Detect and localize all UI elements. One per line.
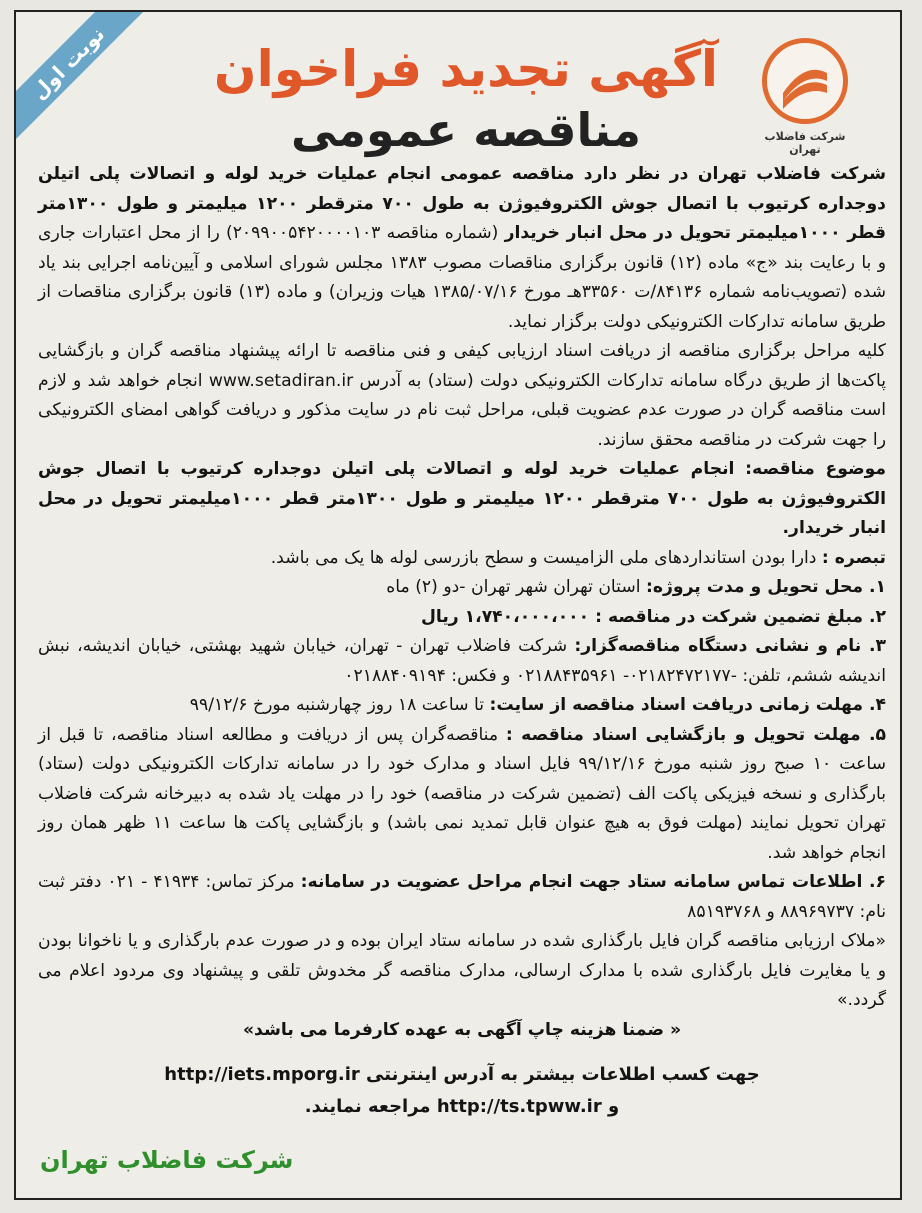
item-text: مناقصه‌گران پس از دریافت و مطالعه اسناد مناقصه، تا قبل از ساعت ۱۰ صبح روز شنبه مورخ ۹۹/۱۲/۱۶ فایل اسناد و مدارک خود را در سامانه تدارکات الکترونیکی دولت (ستاد) بارگذاری و نسخه فیزیکی پاکت الف (تضمین شرکت در مناقصه) خود را در مهلت یاد شده به دبیرخانه شرکت فاضلاب تهران تحویل نمایند (مهلت فوق به هیچ عنوان قابل تمدید نمی باشد) و بازگشایی پاکت ها ساعت ۱۱ ظهر همان روز انجام خواهد شد. bbox=[38, 724, 886, 863]
item-label: ۴. مهلت زمانی دریافت اسناد مناقصه از سایت: bbox=[489, 695, 886, 715]
item-label: ۱. محل تحویل و مدت پروژه: bbox=[646, 577, 886, 597]
item-text: مرکز تماس: ۴۱۹۳۴ - ۰۲۱ دفتر ثبت نام: ۸۸۹۶۹۷۳۷ و ۸۵۱۹۳۷۶۸ bbox=[38, 872, 886, 922]
subject-paragraph bbox=[38, 455, 886, 544]
note-text: دارا بودن استانداردهای ملی الزامیست و سطح بازرسی لوله ها یک می باشد. bbox=[270, 547, 822, 568]
item-text: ۱،۷۴۰،۰۰۰،۰۰۰ ریال bbox=[420, 606, 596, 627]
intro-rest: (شماره مناقصه ۲۰۹۹۰۰۵۴۲۰۰۰۰۱۰۳) را از محل اعتبارات جاری و با رعایت بند «ج» ماده (۱۲) قانون برگزاری مناقصات مصوب ۱۳۸۳ مجلس شورای اسلامی و آیین‌نامه اجرایی بند یاد شده (تصویب‌نامه شماره ۸۴۱۳۶/ت ۳۳۵۶۰هـ مورخ ۱۳۸۵/۰۷/۱۶ هیات وزیران) و ماده (۱۳) قانون برگزاری مناقصات از طریق سامانه تدارکات الکترونیکی دولت برگزار نماید. bbox=[38, 223, 887, 332]
item-text: تا ساعت ۱۸ روز چهارشنبه مورخ ۹۹/۱۲/۶ bbox=[189, 695, 490, 715]
intro-paragraph bbox=[38, 160, 886, 337]
logo-caption: شرکت فاضلاب تهران bbox=[764, 130, 846, 156]
item-3 bbox=[38, 632, 886, 691]
item-label: ۶. اطلاعات تماس سامانه ستاد جهت انجام مراحل عضویت در سامانه: bbox=[300, 872, 886, 892]
note-label: تبصره : bbox=[821, 547, 886, 568]
corner-ribbon bbox=[16, 12, 146, 142]
item-label: ۳. نام و نشانی دستگاه مناقصه‌گزار: bbox=[574, 636, 887, 656]
subject-label: موضوع مناقصه: bbox=[745, 459, 887, 479]
intro-bold: شرکت فاضلاب تهران در نظر دارد مناقصه عمومی انجام عملیات خرید لوله و اتصالات پلی اتیلن دوجداره کرتیوب با اتصال جوش الکتروفیوژن به طول ۷۰۰ مترقطر ۱۲۰۰ میلیمتر و طول ۱۳۰۰متر قطر ۱۰۰۰میلیمتر تحویل در محل انبار خریدار bbox=[38, 164, 886, 243]
item-2 bbox=[38, 603, 886, 633]
logo-icon bbox=[762, 38, 848, 124]
item-label: ۲. مبلغ تضمین شرکت در مناقصه : bbox=[595, 606, 886, 627]
process-paragraph: کلیه مراحل برگزاری مناقصه از دریافت اسناد ارزیابی کیفی و فنی مناقصه تا ارائه پیشنهاد مناقصه گران و بازگشایی پاکت‌ها از طریق درگاه سامانه تدارکات الکترونیکی دولت (ستاد) به آدرس www.setadiran.ir انجام خواهد شد و لازم است مناقصه گران در صورت عدم عضویت قبلی، مراحل ثبت نام در سایت مذکور و دریافت گواهی امضای الکترونیکی را جهت شرکت در مناقصه محقق سازند. bbox=[38, 341, 886, 450]
ribbon-label: نوبت اول bbox=[16, 12, 146, 142]
item-label: ۵. مهلت تحویل و بازگشایی اسناد مناقصه : bbox=[505, 724, 886, 745]
info-line-2: و http://ts.tpww.ir مراجعه نمایند. bbox=[304, 1096, 620, 1117]
note-paragraph bbox=[38, 544, 886, 574]
headline: آگهی تجدید فراخوان bbox=[213, 40, 719, 98]
subheadline: مناقصه عمومی bbox=[290, 103, 641, 157]
item-4 bbox=[38, 691, 886, 721]
info-line-1: جهت کسب اطلاعات بیشتر به آدرس اینترنتی http://iets.mporg.ir bbox=[164, 1064, 760, 1085]
info-block bbox=[38, 1059, 886, 1123]
item-6 bbox=[38, 868, 886, 927]
criteria-paragraph: «ملاک ارزیابی مناقصه گران فایل بارگذاری شده در سامانه ستاد ایران بوده و در صورت عدم بارگذاری و یا ناخوانا بودن و یا مغایرت فایل بارگذاری شده با مدارک ارسالی، مدارک مناقصه گر مخدوش تلقی و پیشنهاد وی مردود اعلام می گردد.» bbox=[38, 931, 886, 1010]
company-logo bbox=[750, 38, 860, 156]
footer-company-name: شرکت فاضلاب تهران bbox=[40, 1146, 294, 1174]
item-text: شرکت فاضلاب تهران - تهران، خیابان شهید بهشتی، خیابان اندیشه، نبش اندیشه ششم، تلفن: -۰۲۱۸۲۴۷۲۱۷۷- ۰۲۱۸۸۴۳۵۹۶۱ و فکس: ۰۲۱۸۸۴۰۹۱۹۴ bbox=[38, 636, 886, 686]
item-text: استان تهران شهر تهران -دو (۲) ماه bbox=[386, 577, 646, 597]
ad-body bbox=[38, 160, 886, 1123]
cost-note: « ضمنا هزینه چاپ آگهی به عهده کارفرما می باشد» bbox=[242, 1019, 682, 1040]
item-5 bbox=[38, 721, 886, 869]
subject-text: انجام عملیات خرید لوله و اتصالات پلی اتیلن دوجداره کرتیوب با اتصال جوش الکتروفیوژن به طول ۷۰۰ مترقطر ۱۲۰۰ میلیمتر و طول ۱۳۰۰متر قطر ۱۰۰۰میلیمتر تحویل در محل انبار خریدار. bbox=[38, 459, 886, 538]
item-1 bbox=[38, 573, 886, 603]
